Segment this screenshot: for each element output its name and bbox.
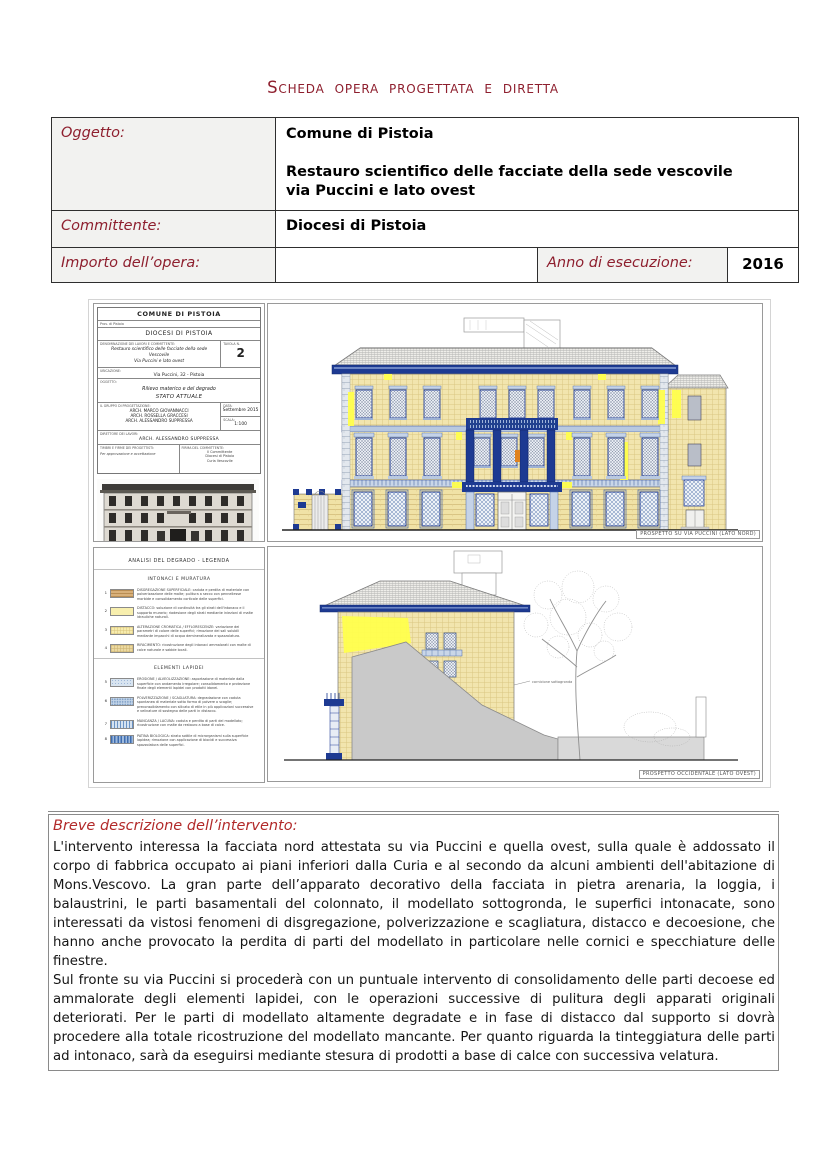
tb-data-value: Settembre 2015 [222, 408, 259, 413]
legend-swatch [110, 626, 134, 635]
divider [94, 658, 264, 659]
annotation-leader [514, 680, 572, 685]
tb-ubicazione: Via Puccini, 32 - Pistoia [153, 373, 205, 378]
north-elevation-drawing [268, 304, 762, 540]
importo-value [276, 248, 538, 282]
cornice [332, 365, 678, 374]
west-elevation-panel [267, 546, 763, 782]
tb-progettista-1: ARCH. MARCO GIOVANNACCI [129, 408, 189, 413]
table-row [52, 118, 798, 211]
committente-label: Committente: [52, 211, 276, 247]
legend-item-number: 7 [104, 720, 107, 726]
tb-oggetto-row [98, 379, 260, 403]
legend-item-text: RIFACIMENTO: ricostruzione degli intonaci ammalorati con malte di calce naturale e sabbie locali. [137, 643, 251, 652]
legend-item [102, 606, 256, 619]
info-table [51, 117, 799, 283]
tb-data-label: DATA: [223, 404, 233, 408]
legend-panel [93, 547, 265, 783]
page-title: Scheda opera progettata e diretta [267, 78, 559, 97]
ground-floor [352, 490, 660, 530]
legend-item [102, 625, 256, 638]
legend-item-number: 8 [104, 735, 107, 741]
legend-swatch [110, 697, 134, 706]
tb-oggetto-line2: STATO ATTUALE [155, 393, 203, 400]
legend-item-number: 6 [104, 697, 107, 703]
tb-data-cell [221, 403, 260, 417]
committente-value: Diocesi di Pistoia [286, 218, 427, 234]
description-body [48, 836, 779, 1071]
legend-item-text: EROSIONE / ALVEOLIZZAZIONE: asportazione di materiale dalla superficie con andamento irregolare; consolidamento e protezione finale degli elementi lapidei con prodotti idonei. [137, 677, 251, 691]
legend-item-text: ALTERAZIONE CROMATICA / EFFLORESCENZE: variazione dei parametri di colore delle superfici; rimozione dei sali solubili mediante impacchi di acqua demineralizzata e spazzolatura. [137, 624, 241, 638]
tb-tavola-label: TAVOLA N. [223, 342, 240, 346]
importo-label: Importo dell’opera: [52, 248, 276, 282]
legend-item-text: PATINA BIOLOGICA: strato sottile di microrganismi sulla superficie lapidea; rimozione con applicazione di biocidi e successiva spazzolatura delle superfici. [137, 733, 249, 747]
legend-item [102, 696, 256, 714]
table-row [52, 248, 798, 282]
legend-swatch [110, 589, 134, 598]
tb-prot: Prov. di Pistoia [98, 321, 260, 328]
tb-scala-label: SCALA: [223, 418, 235, 422]
titleblock-table [97, 307, 261, 474]
tb-firma-progettisti [98, 445, 180, 473]
tb-firma-comm-label: FIRMA DEL COMMITTENTE: [181, 446, 225, 450]
tb-progettista-2: ARCH. ROSSELLA GRACCESI [130, 413, 188, 419]
tb-lavori [98, 341, 221, 367]
legend-item-number: 2 [104, 608, 107, 614]
tb-tavola-number: 2 [236, 346, 245, 360]
oggetto-line2: Restauro scientifico delle facciate della sede vescovile [286, 164, 733, 180]
tb-progettisti [98, 403, 221, 430]
legend-item [102, 677, 256, 690]
north-elevation-panel [267, 303, 763, 542]
anno-value: 2016 [742, 255, 784, 273]
west-elevation-caption: PROSPETTO OCCIDENTALE (LATO OVEST) [639, 770, 760, 779]
tb-scala-cell [221, 417, 260, 430]
description-topline [48, 811, 779, 812]
legend-swatch [110, 720, 134, 729]
roof [334, 348, 676, 366]
legend-swatch [110, 678, 134, 687]
tb-tavola [221, 341, 260, 367]
tb-direttore: ARCH. ALESSANDRO SUPPRESSA [139, 437, 219, 442]
tb-comune: COMUNE DI PISTOIA [98, 308, 260, 321]
north-elevation-caption: PROSPETTO SU VIA PUCCINI (LATO NORD) [636, 530, 760, 539]
west-elevation-drawing [268, 547, 762, 780]
tb-progettisti-row [98, 403, 260, 431]
anno-label: Anno di esecuzione: [538, 248, 728, 282]
left-gate [293, 489, 342, 530]
titleblock-panel [93, 303, 265, 542]
tb-ubicazione-row [98, 368, 260, 379]
legend-swatch [110, 644, 134, 653]
tb-firme-row [98, 445, 260, 473]
legend-item [102, 588, 256, 601]
legend-item [102, 734, 256, 747]
legend-item-text: MANCANZA / LACUNA: caduta e perdita di parti del modellato; ricostruzione con malte da restauro a base di calce. [137, 718, 243, 728]
west-annotation-text: cornicione sottogronda [532, 680, 573, 684]
tb-firma-committente [180, 445, 261, 473]
legend-item-text: DISGREGAZIONE SUPERFICIALE: caduta e perdita di materiale con polverizzazione delle malte; pulitura a secco con pennellesse morbide e consolidamento corticale delle superfici. [137, 588, 250, 601]
tb-lavori-label: DENOMINAZIONE DEI LAVORI E COMMITTENTE: [100, 342, 176, 346]
spacer [286, 144, 792, 163]
tb-data-scala [221, 403, 260, 430]
tree [524, 571, 632, 760]
legend-item-number: 3 [104, 626, 107, 632]
tb-lavori-line2: Via Puccini e lato ovest [134, 359, 185, 364]
legend-item-number: 5 [104, 679, 107, 685]
description-label: Breve descrizione dell’intervento: [53, 817, 298, 834]
tb-progettista-3: ARCH. ALESSANDRO SUPPRESSA [125, 418, 193, 424]
oggetto-label: Oggetto: [52, 118, 276, 210]
adjacent-building-silhouette [352, 642, 704, 760]
oggetto-value [276, 118, 798, 210]
legend-title: ANALISI DEL DEGRADO - LEGENDA [128, 558, 230, 564]
divider [94, 569, 264, 570]
tb-firma-prog-label: TIMBRI E FIRME DEI PROGETTISTI: [100, 446, 155, 450]
tb-firma-comm-1: Il Committente [207, 450, 233, 454]
tb-direttore-row [98, 431, 260, 445]
legend-section-title: ELEMENTI LAPIDEI [153, 666, 204, 672]
roof-structures [464, 318, 560, 348]
legend-item-number: 4 [104, 645, 107, 651]
tb-direttore-label: DIRETTORE DEI LAVORI: [100, 432, 139, 436]
legend-item [102, 719, 256, 729]
legend-item-text: POLVERIZZAZIONE / SCAGLIATURA: degradazione con caduta spontanea di materiale sotto forma di polvere o scaglie; preconsolidamento con silicato di etile in più applicazioni successive e velinature di sostegno delle parti in distacco. [137, 695, 254, 714]
description-header [48, 814, 779, 837]
tb-firma-comm-3: Curia Vescovile [206, 458, 233, 463]
tb-firma-comm-2: Diocesi di Pistoia [205, 454, 235, 459]
oggetto-line1: Comune di Pistoia [286, 126, 434, 142]
legend-swatch [110, 607, 134, 616]
oggetto-line3: via Puccini e lato ovest [286, 183, 476, 199]
legend-section-title: INTONACI E MURATURA [147, 577, 211, 582]
degrado-legend [94, 548, 264, 747]
description-paragraph-2: Sul fronte su via Puccini si procederà con un puntuale intervento di consolidamento delle parti decoese ed ammalorate degli elementi lapidei, con le operazioni successive di pulitura degli apparati originali deteriorati. Per le parti di modellato altamente degradate e in fase di distacco dal supporto si dovrà procedere alla totale ricostruzione del modellato mancante. Per quanto riguarda la tinteggiatura delle parti ad intonaco, sarà da eseguirsi mediante stesura di prodotti a base di calce con successiva velatura. [53, 973, 775, 1064]
table-row [52, 211, 798, 248]
legend-swatch [110, 735, 134, 744]
tb-oggetto-line1: Rilievo materico e del degrado [142, 387, 216, 392]
legend-item-number: 1 [104, 590, 107, 595]
bw-facade-photo [97, 479, 259, 542]
description-paragraph-1: L'intervento interessa la facciata nord attestata su via Puccini e quella ovest, sulla quale è addossato il corpo di fabbrica occupato ai piani inferiori dalla Curia e al secondo da alcuni ambienti dell'abitazione di Mons.Vescovo. La gran parte dell’apparato decorativo della facciata in pietra arenaria, la loggia, i balaustrini, le parti basamentali del colonnato, il modellato sottogronda, le superfici intonacate, sono interessati da vistosi fenomeni di disgregazione, polverizzazione e scagliatura, distacco e decoesione, che hanno anche provocato la perdita di parti del modellato in particolare nelle cornici e specchiature delle finestre. [53, 840, 775, 969]
tb-lavori-line1: Restauro scientifico delle facciate della sede Vescovile [111, 347, 208, 358]
tb-lavori-row [98, 341, 260, 368]
legend-item [102, 643, 256, 653]
tb-firma-prog-note: Per approvazione e accettazione [100, 452, 156, 456]
tb-oggetto-label: OGGETTO: [100, 380, 117, 384]
tb-scala-value: 1:100 [234, 422, 247, 427]
tb-progettisti-label: IL GRUPPO DI PROGETTAZIONE: [100, 404, 151, 408]
tb-ubicazione-label: UBICAZIONE: [100, 369, 121, 373]
tb-diocesi: DIOCESI DI PISTOIA [98, 328, 260, 341]
legend-item-text: DISTACCO: soluzione di continuità tra gli strati dell'intonaco e il supporto murario; riadesione degli strati mediante iniezioni di malte idrauliche naturali. [137, 606, 253, 620]
right-post [696, 697, 706, 737]
